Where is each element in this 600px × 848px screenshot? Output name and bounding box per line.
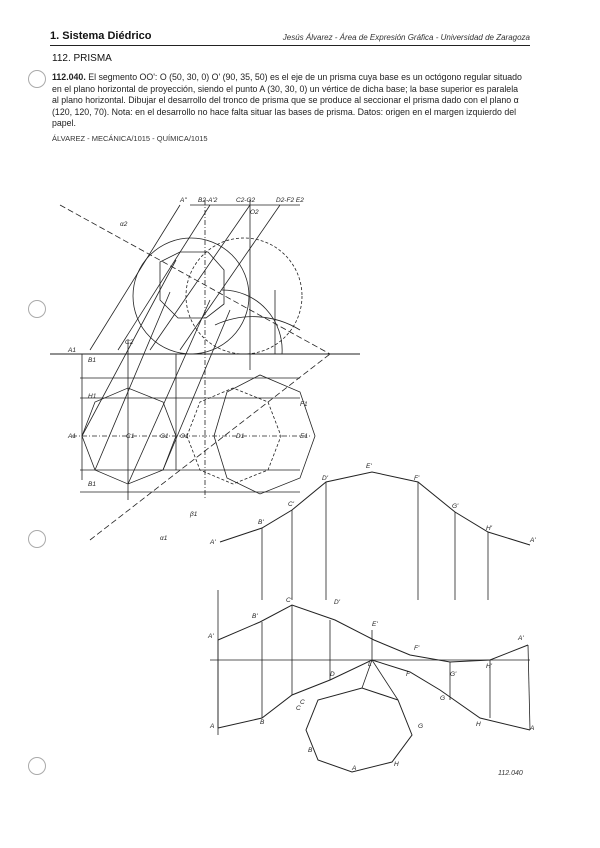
svg-text:D': D'	[334, 599, 340, 606]
svg-text:B': B'	[258, 519, 264, 526]
svg-text:C': C'	[286, 597, 292, 604]
svg-text:A'': A''	[180, 197, 187, 204]
svg-text:F': F'	[414, 645, 420, 652]
svg-text:A': A'	[208, 633, 214, 640]
svg-text:α1: α1	[160, 535, 168, 542]
svg-text:A': A'	[530, 537, 536, 544]
svg-text:H1: H1	[88, 393, 97, 400]
svg-text:E': E'	[366, 463, 372, 470]
problem-number: 112.040.	[52, 72, 86, 82]
svg-text:H': H'	[486, 663, 492, 670]
reference-line: ÁLVAREZ - MECÁNICA/1015 - QUÍMICA/1015	[52, 134, 208, 143]
svg-text:G: G	[440, 695, 446, 702]
svg-text:B: B	[260, 719, 265, 726]
svg-text:E': E'	[372, 621, 378, 628]
svg-text:O1: O1	[180, 433, 189, 440]
svg-text:D1: D1	[236, 433, 245, 440]
svg-text:A: A	[530, 725, 535, 732]
svg-text:β1: β1	[190, 511, 198, 518]
svg-text:A': A'	[518, 635, 524, 642]
author-line: Jesús Álvarez - Área de Expresión Gráfica - Universidad de Zaragoza	[282, 33, 530, 42]
svg-text:D': D'	[322, 475, 328, 482]
svg-text:A: A	[352, 765, 357, 772]
svg-text:C2-G2: C2-G2	[236, 197, 256, 204]
svg-text:L: L	[368, 661, 372, 668]
svg-text:A1: A1	[68, 433, 76, 440]
svg-text:C: C	[296, 705, 301, 712]
svg-text:H': H'	[486, 525, 492, 532]
svg-text:E1: E1	[300, 433, 308, 440]
svg-text:O2: O2	[250, 209, 259, 216]
svg-text:B': B'	[252, 613, 258, 620]
subsection-title: 112. PRISMA	[52, 53, 112, 64]
svg-text:α2: α2	[120, 221, 128, 228]
svg-text:A': A'	[210, 539, 216, 546]
svg-text:H: H	[476, 721, 481, 728]
svg-text:G: G	[418, 723, 424, 730]
svg-text:C1: C1	[126, 433, 135, 440]
svg-text:F': F'	[414, 475, 420, 482]
svg-text:C2: C2	[125, 339, 134, 346]
svg-text:B1: B1	[88, 481, 96, 488]
figure-code: 112.040	[498, 770, 523, 777]
svg-text:C': C'	[288, 501, 294, 508]
section-title: 1. Sistema Diédrico	[50, 30, 152, 42]
problem-text: El segmento OO': O (50, 30, 0) O' (90, 35, 50) es el eje de un prisma cuya base es un octógono regular situado en el plano horizontal de proyección, siendo el punto A (30, 30, 0) un vértice de dicha base; la base superior es paralela al plano horizontal. Dibujar el desarrollo del tronco de prisma que se produce al seccionar el prisma dado con el plano α (120, 120, 70). Nota: en el desarrollo no hace falta situar las bases de prisma. Datos: origen en el margen izquierdo del papel.	[52, 72, 522, 128]
svg-text:B2-A'2: B2-A'2	[198, 197, 218, 204]
svg-text:B1: B1	[88, 357, 96, 364]
svg-text:C: C	[300, 699, 305, 706]
svg-text:F: F	[406, 671, 410, 678]
svg-text:A1: A1	[68, 347, 76, 354]
svg-text:D: D	[330, 671, 335, 678]
svg-text:A: A	[210, 723, 215, 730]
svg-text:G': G'	[450, 671, 457, 678]
svg-text:G': G'	[452, 503, 459, 510]
svg-text:F1: F1	[300, 401, 308, 408]
svg-text:B: B	[308, 747, 313, 754]
svg-text:H: H	[394, 761, 399, 768]
svg-text:G1: G1	[160, 433, 169, 440]
svg-text:D2-F2 E2: D2-F2 E2	[276, 197, 304, 204]
